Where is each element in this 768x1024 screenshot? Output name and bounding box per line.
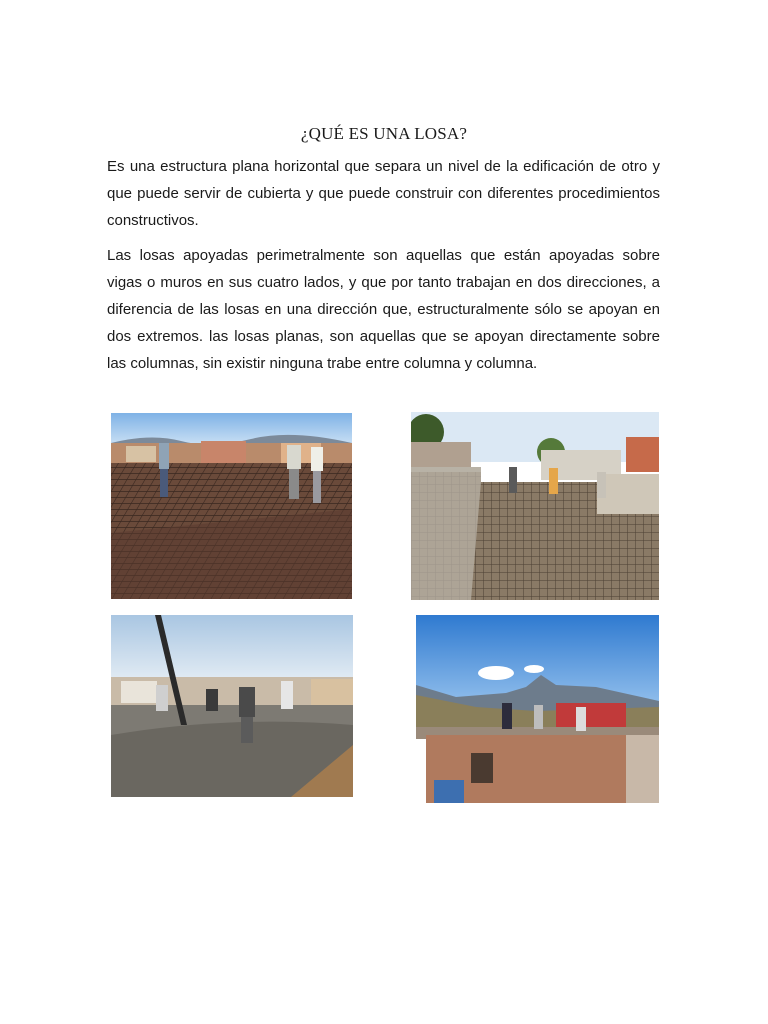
photo-roof-slab-building [416,615,659,803]
photo-concrete-pouring [111,615,353,797]
paragraph-definition: Es una estructura plana horizontal que separa un nivel de la edificación de otro y que puede servir de cubierta y que puede construir con diferentes procedimientos constructivos. [107,158,660,229]
paragraph-slab-types: Las losas apoyadas perimetralmente son aquellas que están apoyadas sobre vigas o muros en sus cuatro lados, y que por tanto trabajan en dos direcciones, a diferencia de las losas en una dirección que, estructuralmente sólo se apoyan en dos extremos. las losas planas, son aquellas que se apoyan directamente sobre las columnas, sin existir ninguna trabe entre columna y columna. [107,247,660,372]
page-title: ¿QUÉ ES UNA LOSA? [300,124,468,143]
photo-slab-formwork [411,412,659,600]
photo-rebar-mesh-roof [111,413,352,599]
